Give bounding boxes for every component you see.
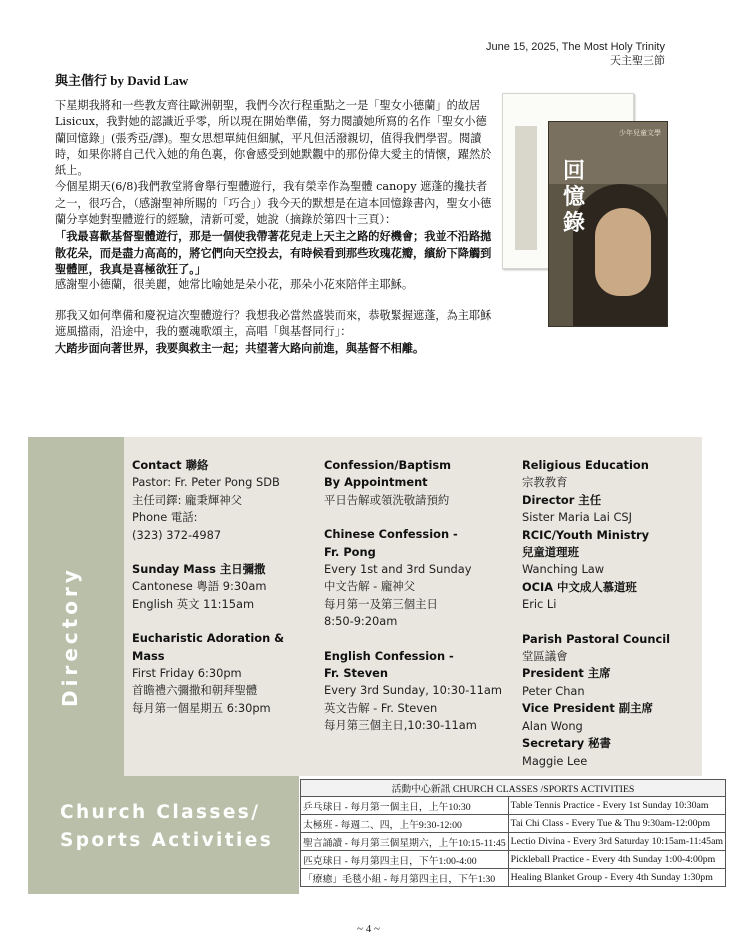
directory-text: 每月第一及第三個主日 [324, 596, 438, 611]
directory-heading: Fr. Steven [324, 666, 388, 681]
table-row [301, 815, 726, 833]
directory-heading: Confession/Baptism [324, 458, 452, 472]
directory-text: Cantonese 粵語 9:30am [132, 579, 267, 594]
directory-heading: Vice President 副主席 [522, 701, 653, 716]
activity-zh: 乒乓球日 - 每月第一個主日，上午10:30 [301, 797, 509, 815]
article-paragraph: 感謝聖小德蘭，很美麗，她常比喻她是朵小花，那朵小花來陪伴主耶穌。 [55, 278, 414, 292]
article-paragraph: 那我又如何準備和慶祝這次聖體遊行？我想我必當然盛裝而來，恭敬緊握遮蓬，為主耶穌遮風擋雨，沿途中，我的靈魂歌頌主，高唱「與基督同行」： [55, 308, 492, 338]
activity-en: Lectio Divina - Every 3rd Saturday 10:15am-11:45am [508, 833, 725, 851]
article-title: 與主偕行 by David Law [55, 73, 189, 88]
spacer [132, 613, 317, 630]
activity-en: Tai Chi Class - Every Tue & Thu 9:30am-12:00pm [508, 815, 725, 833]
directory-heading: Sunday Mass 主日彌撒 [132, 562, 266, 577]
book-series: 少年兒童文學 [619, 129, 661, 137]
directory-text: (323) 372-4987 [132, 527, 222, 542]
activity-en: Table Tennis Practice - Every 1st Sunday 10:30am [508, 797, 725, 815]
directory-heading: English Confession - [324, 648, 454, 663]
article-body [55, 98, 495, 356]
book-cover-image [548, 121, 668, 327]
table-row [301, 797, 726, 815]
spacer [522, 614, 698, 631]
directory-text: 堂區議會 [522, 649, 568, 664]
directory-column-1 [132, 457, 317, 717]
directory-heading: Parish Pastoral Council [522, 631, 671, 646]
directory-text: Phone 電話: [132, 510, 198, 525]
article-quote: 「我最喜歡基督聖體遊行，那是一個使我帶著花兒走上天主之路的好機會；我並不沿路拋散花朵，而是盡力高高的，將它們向天空投去，有時候看到那些玫瑰花瓣，繽紛下降觸到聖體匣，我真是喜極欲狂了。」 [55, 229, 492, 276]
directory-text: Sister Maria Lai CSJ [522, 510, 633, 525]
article-closing-hymn: 大踏步面向著世界，我要與救主一起；共望著大路向前進，與基督不相離。 [55, 341, 425, 356]
directory-text: 英文告解 - Fr. Steven [324, 700, 438, 715]
book-title: 回憶錄 [562, 158, 585, 236]
directory-heading: Religious Education [522, 458, 649, 472]
directory-text: Every 3rd Sunday, 10:30-11am [324, 683, 502, 698]
table-row [301, 833, 726, 851]
activity-en: Pickleball Practice - Every 4th Sunday 1:00-4:00pm [508, 851, 725, 869]
table-row [301, 851, 726, 869]
classes-label-line: Church Classes/ [60, 802, 261, 823]
activity-zh: 匹克球日 - 每月第四主日，下午1:00-4:00 [301, 851, 509, 869]
directory-heading: 兒童道理班 [522, 545, 579, 560]
feast-name: 天主聖三節 [610, 55, 665, 67]
classes-label [60, 799, 273, 855]
directory-text: 中文告解 - 龐神父 [324, 579, 416, 594]
directory-text: Peter Chan [522, 683, 585, 698]
directory-heading: Chinese Confession - [324, 527, 458, 542]
classes-table [300, 779, 726, 887]
directory-text: First Friday 6:30pm [132, 666, 242, 681]
article-paragraph: 下星期我將和一些教友齊往歐洲朝聖，我們今次行程重點之一是「聖女小德蘭」的故居 Lisicux，我對她的認識近乎零，所以現在開始準備，努力閱讀她所寫的名作「聖女小德蘭回憶錄」(張秀亞/譯)。聖女思想單純但細膩，平凡但活潑親切，值得我們學習。閱讀時，如果你將自己代入她的角色裏，你會感受到她默觀中的那份偉大愛主的情懷，躍然於紙上。 [55, 99, 492, 178]
directory-text: Alan Wong [522, 718, 583, 733]
directory-heading: RCIC/Youth Ministry [522, 527, 650, 542]
spacer [324, 631, 516, 648]
directory-text: Wanching Law [522, 562, 605, 577]
directory-heading: Director 主任 [522, 492, 602, 507]
directory-heading: Eucharistic Adoration & [132, 631, 285, 646]
directory-text: 8:50-9:20am [324, 614, 398, 629]
directory-text: Maggie Lee [522, 753, 588, 768]
article-paragraph: 今個星期天(6/8)我們教堂將會舉行聖體遊行，我有榮幸作為聖體 canopy 遮蓬的攙扶者之一，很巧合，（感謝聖神所賜的「巧合」）我今天的默想是在這本回憶錄書內，聖女小德蘭分享她對聖體遊行的經驗，清新可愛，她說（摘錄於第四十三頁）： [55, 180, 492, 227]
directory-text: 主任司鐸: 龐秉輝神父 [132, 492, 242, 507]
classes-table-header: 活動中心新訊 CHURCH CLASSES /SPORTS ACTIVITIES [301, 780, 726, 797]
directory-text: 每月第一個星期五 6:30pm [132, 700, 271, 715]
directory-column-2 [324, 457, 516, 735]
directory-heading: Fr. Pong [324, 544, 376, 559]
directory-text: 首瞻禮六彌撒和朝拜聖體 [132, 683, 258, 698]
directory-heading: Secretary 秘書 [522, 736, 611, 751]
directory-text: Eric Li [522, 597, 557, 612]
directory-text: 平日告解或領洗敬請預約 [324, 492, 450, 507]
directory-label: Directory [58, 566, 82, 707]
directory-text: 每月第三個主日,10:30-11am [324, 718, 477, 733]
spacer [324, 509, 516, 526]
spacer [132, 544, 317, 561]
directory-heading: Contact 聯絡 [132, 458, 209, 472]
header-date [486, 40, 665, 68]
directory-text: 宗教教育 [522, 475, 568, 490]
page-number: ~ 4 ~ [357, 923, 380, 935]
directory-heading: By Appointment [324, 475, 428, 490]
activity-zh: 「療癒」毛毯小組 - 每月第四主日，下午1:30 [301, 869, 509, 887]
table-row [301, 869, 726, 887]
directory-heading: President 主席 [522, 666, 611, 681]
directory-text: English 英文 11:15am [132, 596, 255, 611]
activity-zh: 太極班 - 每週二、四，上午9:30-12:00 [301, 815, 509, 833]
classes-label-line: Sports Activities [60, 830, 274, 851]
date-line: June 15, 2025, The Most Holy Trinity [486, 41, 665, 53]
directory-heading: Mass [132, 648, 165, 663]
directory-text: Every 1st and 3rd Sunday [324, 562, 472, 577]
activity-en: Healing Blanket Group - Every 4th Sunday 1:30pm [508, 869, 725, 887]
directory-heading: OCIA 中文成人慕道班 [522, 579, 637, 594]
directory-text: Pastor: Fr. Peter Pong SDB [132, 475, 280, 490]
activity-zh: 聖言誦讀 - 每月第三個星期六，上午10:15-11:45 [301, 833, 509, 851]
directory-column-3 [522, 457, 698, 770]
